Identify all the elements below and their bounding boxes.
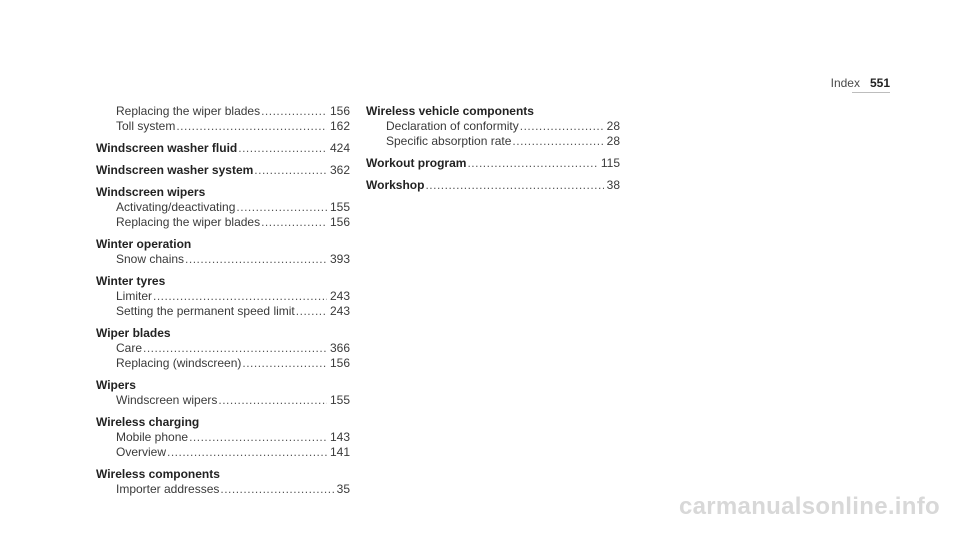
index-heading-line[interactable] xyxy=(96,163,350,178)
index-subentry[interactable] xyxy=(96,304,350,319)
subentry-label: Toll system xyxy=(116,119,176,133)
subentry-label: Care xyxy=(116,341,143,355)
index-subentry[interactable] xyxy=(366,134,620,149)
index-heading-line[interactable] xyxy=(366,178,620,193)
dot-leader xyxy=(220,482,333,497)
index-heading: Wiper blades xyxy=(96,326,171,340)
index-entry xyxy=(366,178,620,193)
dot-leader xyxy=(167,445,327,460)
page-ref: 115 xyxy=(600,156,620,170)
index-subentry[interactable] xyxy=(96,252,350,267)
index-subentry[interactable] xyxy=(96,119,350,134)
page-ref: 28 xyxy=(606,119,620,133)
page-ref: 28 xyxy=(606,134,620,148)
page-ref: 38 xyxy=(606,178,620,192)
dot-leader xyxy=(242,356,327,371)
dot-leader xyxy=(520,119,604,134)
page-header xyxy=(831,76,890,90)
index-heading: Workshop xyxy=(366,178,425,192)
subentry-label: Mobile phone xyxy=(116,430,189,444)
dot-leader xyxy=(254,163,327,178)
dot-leader xyxy=(153,289,327,304)
subentry-label: Activating/deactivating xyxy=(116,200,236,214)
index-entry xyxy=(96,378,350,408)
subentry-label: Replacing the wiper blades xyxy=(116,104,261,118)
subentry-label: Overview xyxy=(116,445,167,459)
dot-leader xyxy=(238,141,327,156)
index-entry xyxy=(96,185,350,230)
index-subentry[interactable] xyxy=(96,104,350,119)
index-entry xyxy=(96,415,350,460)
subentry-label: Declaration of conformity xyxy=(386,119,519,133)
index-heading: Windscreen washer system xyxy=(96,163,254,177)
index-subentry[interactable] xyxy=(96,356,350,371)
index-entry xyxy=(366,156,620,171)
dot-leader xyxy=(185,252,327,267)
page-ref: 141 xyxy=(329,445,350,459)
page-ref: 243 xyxy=(329,304,350,318)
page-ref: 155 xyxy=(329,200,350,214)
subentry-label: Setting the permanent speed limit xyxy=(116,304,295,318)
dot-leader xyxy=(261,215,327,230)
page-ref: 143 xyxy=(329,430,350,444)
index-heading: Wireless vehicle components xyxy=(366,104,534,118)
index-column-left xyxy=(96,104,350,504)
dot-leader xyxy=(512,134,603,149)
page-ref: 366 xyxy=(329,341,350,355)
subentry-label: Windscreen wipers xyxy=(116,393,218,407)
subentry-label: Replacing (windscreen) xyxy=(116,356,242,370)
index-heading: Wipers xyxy=(96,378,136,392)
subentry-label: Limiter xyxy=(116,289,153,303)
subentry-label: Specific absorption rate xyxy=(386,134,512,148)
page-ref: 243 xyxy=(329,289,350,303)
dot-leader xyxy=(176,119,327,134)
watermark: carmanualsonline.info xyxy=(678,493,940,520)
subentry-label: Importer addresses xyxy=(116,482,220,496)
index-subentry[interactable] xyxy=(96,215,350,230)
index-heading-line[interactable] xyxy=(366,156,620,171)
index-entry xyxy=(96,141,350,156)
index-subentry[interactable] xyxy=(96,200,350,215)
index-entry xyxy=(366,104,620,149)
dot-leader xyxy=(236,200,327,215)
page-ref: 156 xyxy=(329,356,350,370)
index-heading: Wireless components xyxy=(96,467,220,481)
page-ref: 424 xyxy=(329,141,350,155)
header-rule xyxy=(852,92,890,93)
index-heading: Windscreen wipers xyxy=(96,185,206,199)
page-ref: 155 xyxy=(329,393,350,407)
index-subentry[interactable] xyxy=(96,445,350,460)
dot-leader xyxy=(425,178,603,193)
page-number: 551 xyxy=(869,76,890,90)
index-entry xyxy=(96,274,350,319)
index-subentry[interactable] xyxy=(96,430,350,445)
index-entry xyxy=(96,237,350,267)
index-entry xyxy=(96,104,350,134)
index-heading: Winter tyres xyxy=(96,274,166,288)
index-subentry[interactable] xyxy=(96,341,350,356)
index-subentry[interactable] xyxy=(96,393,350,408)
index-subentry[interactable] xyxy=(96,289,350,304)
dot-leader xyxy=(189,430,327,445)
index-heading-line[interactable] xyxy=(96,141,350,156)
page-ref: 35 xyxy=(336,482,350,496)
dot-leader xyxy=(261,104,327,119)
index-heading: Winter operation xyxy=(96,237,192,251)
page-ref: 156 xyxy=(329,104,350,118)
index-entry xyxy=(96,163,350,178)
page-ref: 393 xyxy=(329,252,350,266)
index-subentry[interactable] xyxy=(96,482,350,497)
dot-leader xyxy=(467,156,597,171)
index-heading: Workout program xyxy=(366,156,467,170)
subentry-label: Snow chains xyxy=(116,252,185,266)
page-ref: 156 xyxy=(329,215,350,229)
dot-leader xyxy=(143,341,327,356)
index-heading: Windscreen washer fluid xyxy=(96,141,238,155)
section-label: Index xyxy=(830,76,860,90)
page-ref: 162 xyxy=(329,119,350,133)
page-ref: 362 xyxy=(329,163,350,177)
index-entry xyxy=(96,467,350,497)
index-entry xyxy=(96,326,350,371)
dot-leader xyxy=(218,393,327,408)
index-heading: Wireless charging xyxy=(96,415,200,429)
subentry-label: Replacing the wiper blades xyxy=(116,215,261,229)
dot-leader xyxy=(296,304,327,319)
index-column-right xyxy=(366,104,620,200)
index-subentry[interactable] xyxy=(366,119,620,134)
